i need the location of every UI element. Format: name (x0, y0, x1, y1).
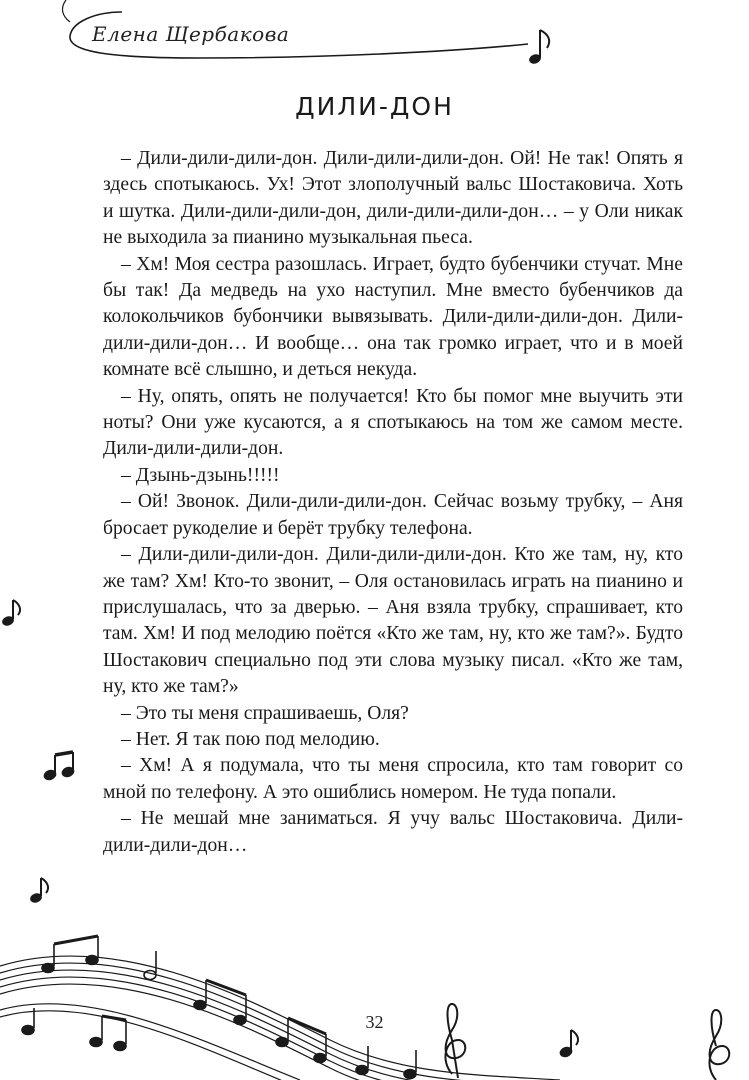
staff-notes-icon (22, 936, 416, 1079)
paragraph: – Ой! Звонок. Дили-дили-дили-дон. Сейчас возьму трубку, – Аня бросает рукоделие и берёт трубку телефона. (103, 491, 683, 539)
page-number: 32 (365, 1012, 384, 1032)
eighth-note-icon (1, 600, 20, 627)
paragraph: – Хм! Моя сестра разошлась. Играет, будто бубенчики стучат. Мне бы так! Да медведь на ухо наступил. Мне вместо бубенчиков да колокольчиков бубончики вывязывать. Дили-дили-дили-дон. Дили-дили-дили-дон… И вообще… она так громко играет, что и в моей комнате всё слышно, и деться некуда. (103, 253, 683, 381)
body-text (103, 146, 683, 859)
paragraph: – Хм! А я подумала, что ты меня спросила, кто там говорит со мной по телефону. А это ошиблись номером. Не туда попали. (103, 755, 683, 803)
eighth-note-icon (29, 878, 48, 904)
paragraph: – Это ты меня спрашиваешь, Оля? (121, 702, 409, 724)
chapter-title: ДИЛИ-ДОН (295, 92, 454, 121)
double-note-icon (43, 752, 75, 781)
eighth-note-icon (559, 1030, 578, 1058)
paragraph: – Нет. Я так пою под мелодию. (121, 728, 380, 750)
paragraph: – Дили-дили-дили-дон. Дили-дили-дили-дон. Кто же там, ну, кто же там? Хм! Кто-то звонит, – Оля остановилась играть на пианино и прислушалась, что за дверью. – Аня взяла трубку, спрашивает, кто там. Хм! И под мелодию поётся «Кто же там, ну, кто же там?». Будто Шостакович специально под эти слова музыку писал. «Кто же там, ну, кто же там?» (103, 544, 683, 698)
paragraph: – Не мешай мне заниматься. Я учу вальс Шостаковича. Дили-дили-дили-дон… (103, 808, 683, 856)
paragraph: – Ну, опять, опять не получается! Кто бы помог мне выучить эти ноты? Они уже кусаются, а я спотыкаюсь на том же самом месте. Дили-дили-дили-дон. (103, 385, 683, 460)
paragraph: – Дзынь-дзынь!!!!! (121, 464, 280, 486)
paragraph: – Дили-дили-дили-дон. Дили-дили-дили-дон. Ой! Не так! Опять я здесь спотыкаюсь. Ух! Этот злополучный вальс Шостаковича. Хоть и шутка. Дили-дили-дили-дон, дили-дили-дили-дон… – у Оли никак не выходила за пианино музыкальная пьеса. (103, 148, 683, 249)
running-header (0, 0, 749, 90)
author-name: Елена Щербакова (92, 22, 290, 46)
